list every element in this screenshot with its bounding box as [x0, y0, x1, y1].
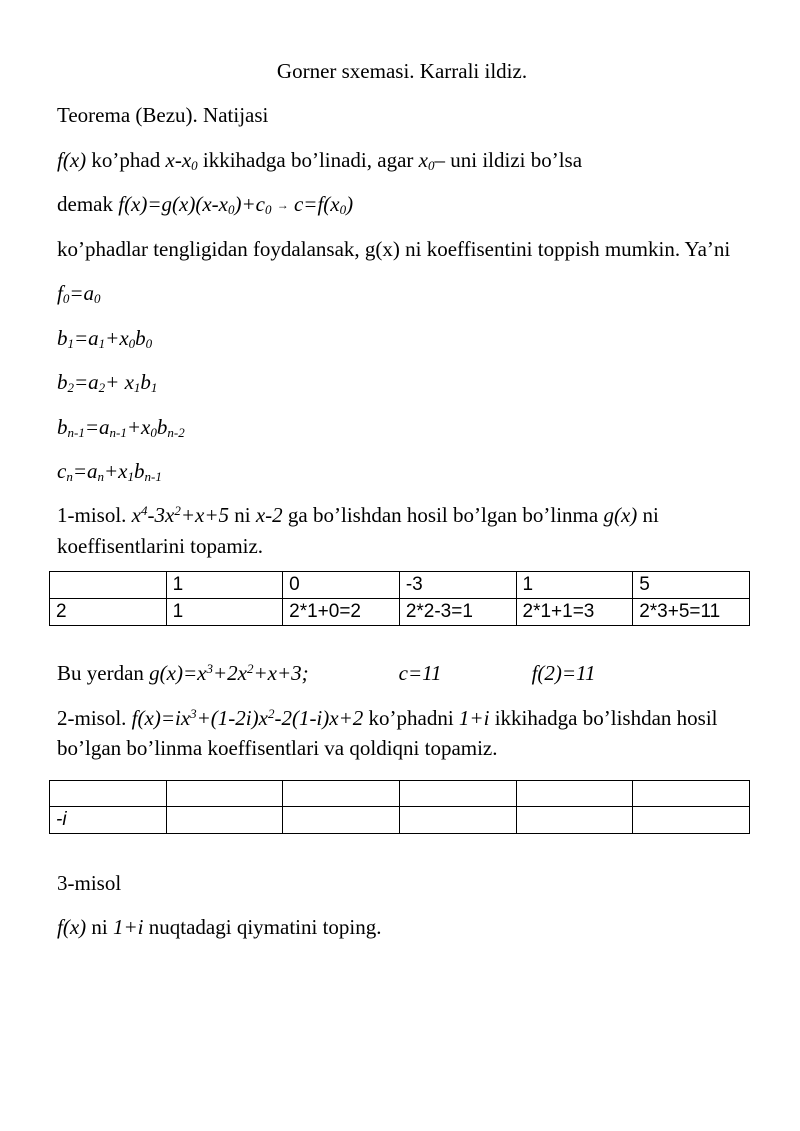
superscript: 3 [190, 705, 197, 721]
table-cell: 2 [50, 599, 167, 626]
formula-part: c [57, 458, 67, 483]
subscript: 0 [427, 157, 435, 173]
subscript: n-1 [109, 424, 127, 440]
subscript: n [97, 468, 104, 484]
formula-part: f(x)=g(x)(x-x [118, 192, 228, 217]
table-cell: 2*1+1=3 [516, 599, 633, 626]
formula-part: b [57, 325, 68, 350]
subscript: 0 [150, 424, 157, 440]
text: ni [86, 915, 113, 939]
arrow-icon: → [276, 198, 289, 213]
formula-part: =a [74, 325, 99, 350]
subscript: 0 [94, 291, 101, 307]
text: ni [229, 503, 256, 528]
table-cell [166, 780, 283, 806]
table-row [50, 599, 750, 626]
minus-sign: - [174, 147, 182, 172]
table-cell: 2*3+5=11 [633, 599, 750, 626]
subscript: 1 [67, 335, 74, 351]
formula-bn-1 [57, 412, 747, 442]
table-cell [50, 572, 167, 599]
table-row [50, 780, 750, 806]
subscript: 0 [227, 202, 235, 218]
divisor: x-2 [255, 503, 283, 528]
table-cell [50, 806, 167, 833]
formula-part: +x [105, 325, 129, 350]
subscript: 0 [191, 157, 198, 173]
subscript: 1 [98, 335, 106, 351]
text: – uni ildizi bo’lsa [434, 147, 583, 172]
subscript: n-1 [144, 468, 162, 484]
page-title: Gorner sxemasi. Karrali ildiz. [276, 59, 528, 83]
formula-cn [57, 456, 747, 486]
table-cell: 2*1+0=2 [283, 599, 400, 626]
subscript: 2 [67, 380, 74, 396]
text: ni koeffisentlarini topamiz. [57, 503, 659, 558]
text: Bu yerdan [57, 661, 150, 686]
formula-part: -3x [147, 503, 175, 528]
text: ikkihadga bo’lishdan hosil bo’lgan bo’linma koeffisentlari va qoldiqni topamiz. [57, 705, 718, 761]
subscript: n-1 [67, 424, 85, 440]
formula-part: +x+5 [180, 503, 229, 528]
var-x0: x [418, 147, 428, 172]
formula-part: b [140, 370, 151, 395]
table-cell: 2*2-3=1 [399, 599, 516, 626]
formula-part: b [135, 325, 146, 350]
subscript: n [66, 468, 73, 484]
formula-part: + x [105, 370, 134, 395]
quotient-symbol: g(x) [603, 503, 638, 528]
formula-part: g(x)=x [149, 661, 207, 686]
table-cell [399, 806, 516, 833]
subscript: 0 [128, 335, 136, 351]
formula-part: +(1-2i)x [196, 705, 268, 730]
text: ga bo’lishdan hosil bo’lgan bo’linma [282, 503, 604, 528]
var-x0: x [181, 147, 192, 172]
text: nuqtadagi qiymatini toping. [143, 915, 382, 939]
example-label: 2-misol. [57, 705, 132, 730]
table-cell [50, 780, 167, 806]
superscript: 3 [206, 661, 213, 677]
example-1-result [57, 658, 747, 688]
subscript: 2 [98, 380, 106, 396]
document-content [57, 56, 747, 956]
table-cell [633, 780, 750, 806]
formula-part: )+c [234, 192, 265, 217]
table-row [50, 806, 750, 833]
table-cell: 5 [633, 572, 750, 599]
example-2-statement [57, 703, 747, 764]
text: ikkihadga bo’linadi, agar [197, 147, 419, 172]
subscript: 0 [264, 202, 272, 218]
point-value: 1+i [113, 915, 144, 939]
function-value: f(2)=11 [531, 661, 596, 686]
superscript: 2 [246, 661, 254, 677]
formula-part: +x [126, 414, 151, 439]
formula-part: f [57, 281, 63, 306]
subscript: 1 [133, 380, 141, 396]
table-cell [283, 780, 400, 806]
subscript: n-2 [167, 424, 185, 440]
formula-part: c=f(x [288, 192, 340, 217]
formula-part: =a [72, 458, 98, 483]
var-x: x [165, 147, 175, 172]
formula-part: +2x [212, 661, 247, 686]
table-cell [633, 806, 750, 833]
table-cell: 1 [516, 572, 633, 599]
text: ko’phadni [363, 705, 459, 730]
theorem-line-1 [57, 145, 747, 175]
table-cell: 1 [166, 599, 283, 626]
formula-part: x [131, 503, 141, 528]
table-cell: -3 [399, 572, 516, 599]
fx-symbol: f(x) [57, 147, 87, 172]
table-cell [399, 780, 516, 806]
subscript: 1 [127, 468, 134, 484]
superscript: 2 [267, 705, 275, 721]
formula-part: b [156, 414, 168, 439]
table-cell: 0 [283, 572, 400, 599]
subscript: 0 [62, 291, 70, 307]
formula-part: b [134, 458, 145, 483]
table-cell [516, 806, 633, 833]
example-3-statement [57, 912, 747, 942]
example-1-statement [57, 500, 747, 561]
formula-f0 [57, 278, 747, 308]
table-cell [516, 780, 633, 806]
table-row [50, 572, 750, 599]
formula-part: =a [69, 281, 95, 306]
table-cell [283, 806, 400, 833]
theorem-heading: Teorema (Bezu). Natijasi [57, 103, 269, 128]
formula-part: -2(1-i)x+2 [274, 705, 364, 730]
formula-part: f(x)=ix [131, 705, 191, 730]
divisor: 1+i [458, 705, 490, 730]
horner-table-1 [49, 571, 750, 626]
superscript: 2 [174, 503, 181, 519]
subscript: 1 [150, 380, 158, 396]
text: ko’phad [86, 147, 166, 172]
formula-part: +x [104, 458, 128, 483]
subscript: 0 [339, 202, 347, 218]
superscript: 4 [141, 503, 148, 519]
horner-table-2 [49, 780, 750, 834]
cell-value: -i [56, 808, 67, 830]
formula-part: b [57, 370, 68, 395]
remainder-value: c=11 [398, 661, 442, 686]
formula-part: ) [346, 192, 354, 217]
formula-part: b [57, 414, 68, 439]
formula-part: +x+3; [253, 661, 309, 686]
fx-symbol: f(x) [57, 915, 87, 939]
example-label: 1-misol. [57, 503, 132, 528]
table-cell [166, 806, 283, 833]
formula-part: =a [74, 370, 99, 395]
formula-b2 [57, 367, 747, 397]
formula-part: =a [84, 414, 110, 439]
explanation-paragraph: ko’phadlar tengligidan foydalansak, g(x) ni koeffisentini toppish mumkin. Ya’ni [57, 236, 731, 261]
theorem-line-2 [57, 189, 747, 219]
example-3-label: 3-misol [57, 870, 122, 895]
table-cell: 1 [166, 572, 283, 599]
text: demak [57, 192, 119, 217]
subscript: 0 [145, 335, 153, 351]
formula-b1 [57, 323, 747, 353]
